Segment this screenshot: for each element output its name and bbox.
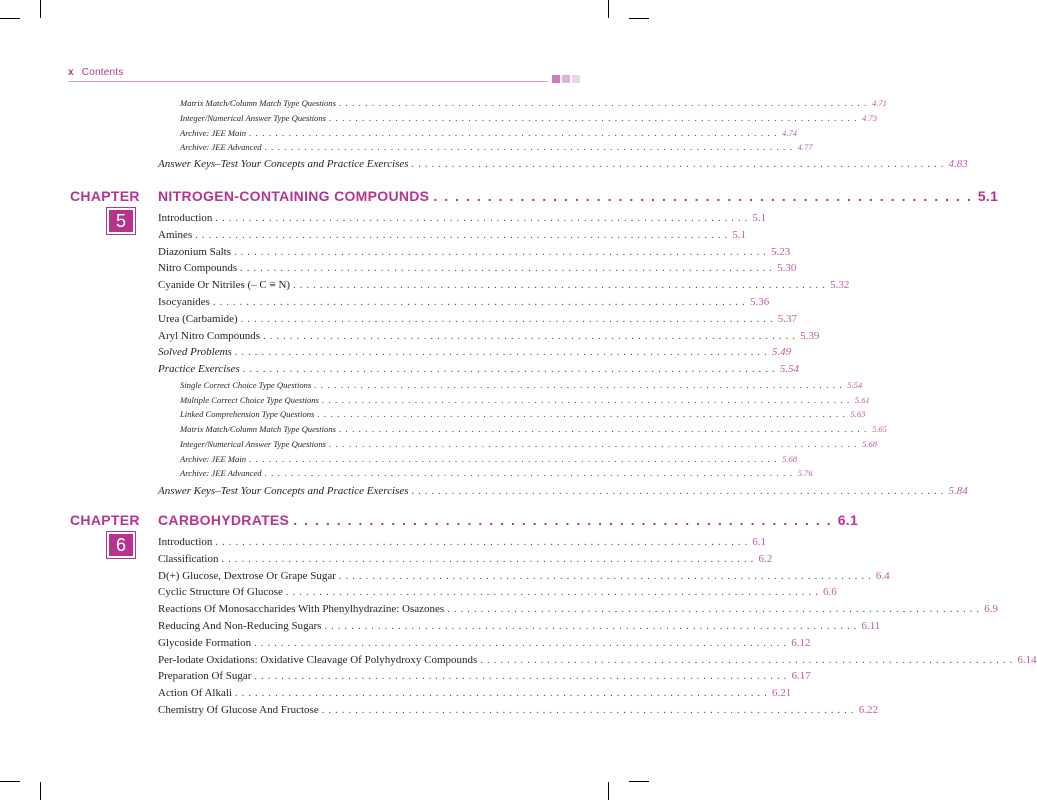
dot-leader: ................................................................................ bbox=[411, 159, 948, 170]
toc-entry[interactable] bbox=[158, 484, 968, 499]
toc-entry-page: 5.61 bbox=[854, 394, 870, 405]
toc-entry-page: 5.23 bbox=[771, 245, 791, 258]
toc-entry-label: Diazonium Salts bbox=[158, 245, 232, 258]
toc-entry[interactable] bbox=[180, 113, 878, 127]
toc-entry-page: 6.11 bbox=[861, 620, 881, 632]
dot-leader: ................................................................................ bbox=[293, 280, 830, 292]
header-label: Contents bbox=[81, 67, 124, 78]
toc-entry[interactable] bbox=[158, 346, 792, 360]
dot-leader: ................................................................................ bbox=[234, 246, 771, 258]
toc-entry[interactable] bbox=[180, 438, 878, 453]
toc-entry[interactable] bbox=[180, 424, 887, 438]
chapter-label: CHAPTER bbox=[70, 512, 140, 528]
crop-mark bbox=[40, 782, 41, 800]
toc-entry-label: Linked Comprehension Type Questions bbox=[180, 409, 315, 420]
toc-entry-page: 4.73 bbox=[862, 113, 878, 123]
chapter-page: 5.1 bbox=[977, 188, 999, 204]
toc-entry-label: Single Correct Choice Type Questions bbox=[180, 380, 312, 390]
toc-entry-page: 5.32 bbox=[830, 279, 850, 292]
toc-entry[interactable] bbox=[158, 245, 791, 260]
toc-entry-label: Solved Problems bbox=[158, 346, 232, 359]
toc-entry-label: Reactions Of Monosaccharides With Phenylhydrazine: Osazones bbox=[158, 603, 445, 616]
toc-entry-label: Cyclic Structure Of Glucose bbox=[158, 586, 283, 599]
chapter-number-box bbox=[106, 531, 136, 559]
toc-entry[interactable] bbox=[158, 279, 850, 293]
toc-entry-label: Introduction bbox=[158, 212, 213, 224]
toc-entry-label: Urea (Carbamide) bbox=[158, 312, 238, 325]
toc-entry[interactable] bbox=[180, 394, 870, 409]
toc-entry-page: 5.84 bbox=[948, 484, 968, 497]
dot-leader: ................................................................................ bbox=[242, 364, 779, 376]
toc-entry[interactable] bbox=[158, 653, 1037, 668]
toc-entry[interactable] bbox=[158, 158, 968, 172]
dot-leader: .................................................. bbox=[293, 512, 838, 528]
dot-leader: ................................................................................ bbox=[249, 128, 782, 138]
toc-entry[interactable] bbox=[158, 569, 890, 584]
toc-entry-page: 6.12 bbox=[791, 636, 811, 649]
toc-entry-page: 5.39 bbox=[800, 329, 820, 342]
toc-entry-label: Introduction bbox=[158, 536, 213, 548]
dot-leader: ................................................................................ bbox=[338, 98, 871, 108]
toc-entry-page: 6.6 bbox=[822, 586, 837, 599]
toc-entry-label: Answer Keys–Test Your Concepts and Practice Exercises bbox=[158, 158, 409, 170]
toc-entry-label: Answer Keys–Test Your Concepts and Practice Exercises bbox=[158, 484, 409, 497]
toc-entry[interactable] bbox=[158, 603, 998, 617]
header-square bbox=[562, 75, 570, 83]
toc-entry[interactable] bbox=[158, 536, 767, 550]
toc-entry[interactable] bbox=[158, 296, 770, 310]
chapter-title-row[interactable] bbox=[158, 512, 859, 528]
toc-entry-label: Nitro Compounds bbox=[158, 262, 238, 275]
toc-entry-page: 5.30 bbox=[777, 262, 797, 275]
toc-entry[interactable] bbox=[180, 142, 813, 156]
toc-entry-label: Archive: JEE Main bbox=[180, 453, 247, 464]
dot-leader: ................................................................................ bbox=[195, 229, 732, 241]
chapter-page: 6.1 bbox=[837, 512, 859, 528]
toc-entry-page: 5.76 bbox=[797, 468, 813, 479]
toc-entry-page: 5.1 bbox=[732, 228, 746, 241]
toc-entry-page: 6.14 bbox=[1017, 653, 1037, 666]
toc-entry-page: 4.71 bbox=[871, 98, 887, 108]
chapter-number: 6 bbox=[109, 534, 133, 556]
running-header bbox=[68, 67, 580, 85]
toc-entry-page: 5.1 bbox=[752, 212, 767, 224]
toc-entry-label: Glycoside Formation bbox=[158, 636, 252, 649]
dot-leader: ................................................................................ bbox=[329, 438, 861, 449]
dot-leader: .................................................. bbox=[433, 188, 978, 204]
toc-entry-label: D(+) Glucose, Dextrose Or Grape Sugar bbox=[158, 569, 336, 582]
toc-entry-page: 6.17 bbox=[791, 670, 811, 683]
toc-entry-page: 6.4 bbox=[875, 569, 890, 582]
dot-leader: ................................................................................ bbox=[221, 553, 758, 565]
toc-entry[interactable] bbox=[158, 228, 746, 243]
dot-leader: ................................................................................ bbox=[215, 213, 752, 224]
dot-leader: ................................................................................ bbox=[285, 587, 822, 599]
toc-entry-label: Archive: JEE Advanced bbox=[180, 468, 262, 479]
chapter-label: CHAPTER bbox=[70, 188, 140, 204]
toc-entry-label: Matrix Match/Column Match Type Questions bbox=[180, 424, 336, 435]
toc-entry[interactable] bbox=[158, 552, 773, 567]
dot-leader: ................................................................................ bbox=[317, 409, 850, 420]
toc-entry[interactable] bbox=[158, 262, 797, 276]
toc-entry-label: Cyanide Or Nitriles (– C ≡ N) bbox=[158, 279, 291, 292]
dot-leader: ................................................................................ bbox=[338, 424, 871, 435]
toc-entry-label: Aryl Nitro Compounds bbox=[158, 329, 261, 342]
toc-entry-label: Preparation Of Sugar bbox=[158, 670, 252, 683]
toc-entry-label: Chemistry Of Glucose And Fructose bbox=[158, 704, 319, 716]
page-roman-numeral: x bbox=[68, 67, 74, 78]
toc-entry-label: Archive: JEE Main bbox=[180, 128, 247, 138]
header-squares bbox=[552, 75, 580, 83]
chapter-title: NITROGEN-CONTAINING COMPOUNDS bbox=[158, 188, 430, 204]
toc-entry[interactable] bbox=[158, 363, 799, 377]
toc-entry[interactable] bbox=[180, 409, 866, 423]
crop-mark bbox=[629, 781, 649, 782]
dot-leader: ................................................................................ bbox=[321, 394, 854, 405]
toc-entry-page: 5.68 bbox=[782, 453, 798, 464]
dot-leader: ................................................................................ bbox=[254, 671, 791, 683]
chapter-title: CARBOHYDRATES bbox=[158, 512, 290, 528]
toc-entry-label: Action Of Alkali bbox=[158, 687, 232, 700]
toc-entry-label: Integer/Numerical Answer Type Questions bbox=[180, 113, 326, 123]
toc-entry[interactable] bbox=[158, 312, 797, 327]
toc-entry[interactable] bbox=[158, 620, 881, 634]
toc-entry-page: 5.36 bbox=[749, 296, 770, 308]
dot-leader: ................................................................................ bbox=[338, 570, 875, 582]
toc-entry[interactable] bbox=[180, 380, 863, 394]
dot-leader: ................................................................................ bbox=[212, 297, 749, 308]
toc-entry-page: 6.2 bbox=[758, 552, 773, 565]
dot-leader: ................................................................................ bbox=[314, 380, 847, 390]
toc-entry[interactable] bbox=[180, 98, 887, 112]
dot-leader: ................................................................................ bbox=[264, 142, 797, 152]
chapter-title-row[interactable] bbox=[158, 188, 999, 204]
toc-entry-page: 4.83 bbox=[948, 158, 968, 170]
dot-leader: ................................................................................ bbox=[254, 637, 791, 649]
toc-entry-page: 5.54 bbox=[847, 380, 863, 390]
toc-entry-page: 4.77 bbox=[797, 142, 813, 152]
crop-mark bbox=[0, 18, 20, 19]
dot-leader: ................................................................................ bbox=[215, 537, 752, 548]
header-rule bbox=[68, 81, 548, 82]
dot-leader: ................................................................................ bbox=[240, 313, 777, 325]
header-square bbox=[572, 75, 580, 83]
toc-entry[interactable] bbox=[158, 212, 767, 226]
chapter-number-box bbox=[106, 207, 136, 235]
dot-leader: ................................................................................ bbox=[321, 705, 858, 716]
toc-entry-page: 5.37 bbox=[777, 312, 797, 325]
toc-entry-page: 5.68 bbox=[862, 438, 878, 449]
toc-entry[interactable] bbox=[158, 329, 820, 344]
toc-entry-label: Matrix Match/Column Match Type Questions bbox=[180, 98, 336, 108]
toc-entry-page: 6.21 bbox=[771, 687, 792, 700]
dot-leader: ................................................................................ bbox=[411, 485, 948, 497]
toc-entry[interactable] bbox=[158, 636, 811, 651]
dot-leader: ................................................................................ bbox=[264, 468, 797, 479]
toc-entry-label: Reducing And Non-Reducing Sugars bbox=[158, 620, 322, 632]
toc-entry-page: 4.74 bbox=[782, 128, 798, 138]
crop-mark bbox=[608, 782, 609, 800]
toc-entry[interactable] bbox=[180, 453, 798, 468]
dot-leader: ................................................................................ bbox=[329, 113, 861, 123]
dot-leader: ................................................................................ bbox=[324, 621, 861, 632]
crop-mark bbox=[608, 0, 609, 18]
toc-entry-page: 6.1 bbox=[752, 536, 767, 548]
toc-entry-label: Amines bbox=[158, 228, 193, 241]
toc-entry-label: Per-Iodate Oxidations: Oxidative Cleavage Of Polyhydroxy Compounds bbox=[158, 653, 478, 666]
dot-leader: ................................................................................ bbox=[249, 453, 782, 464]
crop-mark bbox=[629, 18, 649, 19]
toc-entry-page: 5.65 bbox=[871, 424, 887, 435]
chapter-number: 5 bbox=[109, 210, 133, 232]
toc-entry[interactable] bbox=[180, 128, 798, 142]
toc-entry[interactable] bbox=[158, 687, 792, 701]
dot-leader: ................................................................................ bbox=[240, 263, 777, 275]
toc-entry-label: Multiple Correct Choice Type Questions bbox=[180, 394, 319, 405]
dot-leader: ................................................................................ bbox=[447, 604, 984, 616]
toc-entry[interactable] bbox=[158, 670, 811, 684]
toc-entry-page: 5.49 bbox=[771, 346, 792, 359]
dot-leader: ................................................................................ bbox=[234, 347, 771, 359]
dot-leader: ................................................................................ bbox=[263, 330, 800, 342]
toc-entry-page: 5.63 bbox=[850, 409, 866, 420]
dot-leader: ................................................................................ bbox=[234, 688, 771, 700]
header-square bbox=[552, 75, 560, 83]
crop-mark bbox=[0, 781, 20, 782]
toc-entry-page: 6.9 bbox=[984, 603, 998, 616]
toc-entry-page: 6.22 bbox=[858, 704, 878, 716]
toc-entry-label: Practice Exercises bbox=[158, 363, 240, 376]
toc-entry-label: Archive: JEE Advanced bbox=[180, 142, 262, 152]
header-title bbox=[68, 67, 123, 78]
dot-leader: ................................................................................ bbox=[480, 654, 1017, 666]
toc-entry[interactable] bbox=[158, 704, 878, 718]
toc-entry-label: Classification bbox=[158, 552, 219, 565]
crop-mark bbox=[40, 0, 41, 18]
toc-entry[interactable] bbox=[158, 586, 837, 600]
toc-entry-label: Isocyanides bbox=[158, 296, 210, 308]
toc-entry-page: 5.54 bbox=[779, 363, 799, 376]
toc-entry-label: Integer/Numerical Answer Type Questions bbox=[180, 438, 326, 449]
toc-entry[interactable] bbox=[180, 468, 813, 482]
